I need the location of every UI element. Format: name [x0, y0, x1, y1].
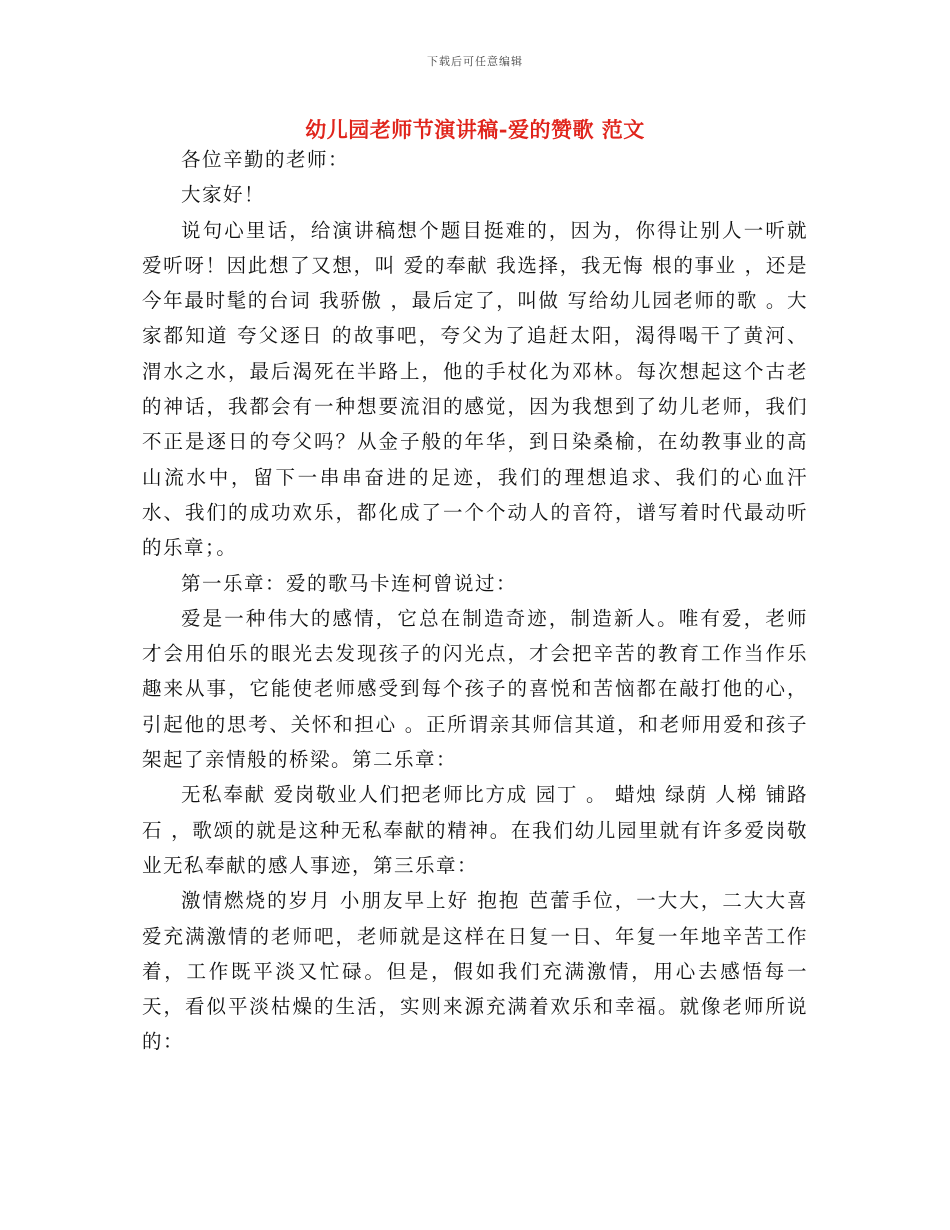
salutation: 各位辛勤的老师：: [181, 148, 350, 171]
paragraph-intro: 说句心里话，给演讲稿想个题目挺难的，因为，你得让别人一听就爱听呀！因此想了又想，叫 爱的奉献 我选择，我无悔 根的事业 ，还是今年最时髦的台词 我骄傲 ，最后定了，叫做 写给幼儿园老师的歌 。大家都知道 夸父逐日 的故事吧，夸父为了追赶太阳，渴得喝干了黄河、渭水之水，最后渴死在半路上，他的手杖化为邓林。每次想起这个古老的神话，我都会有一种想要流泪的感觉，因为我想到了幼儿老师，我们不正是逐日的夸父吗？从金子般的年华，到日染桑榆，在幼教事业的高山流水中，留下一串串奋进的足迹，我们的理想追求、我们的心血汗水、我们的成功欢乐，都化成了一个个动人的音符，谱写着时代最动听的乐章；。: [142, 218, 808, 560]
document-body: [142, 142, 808, 1060]
greeting: 大家好！: [181, 183, 266, 207]
paragraph-chapter-one: 爱是一种伟大的感情，它总在制造奇迹，制造新人。唯有爱，老师才会用伯乐的眼光去发现孩子的闪光点，才会把辛苦的教育工作当作乐趣来从事，它能使老师感受到每个孩子的喜悦和苦恼都在敲打他的心，引起他的思考、关怀和担心 。正所谓亲其师信其道，和老师用爱和孩子架起了亲情般的桥梁。第二乐章：: [142, 606, 808, 772]
document-title: 幼儿园老师节演讲稿-爱的赞歌 范文: [305, 117, 645, 142]
header-note: 下载后可任意编辑: [427, 55, 523, 68]
paragraph-chapter-one-heading: 第一乐章：爱的歌马卡连柯曾说过：: [181, 571, 518, 595]
paragraph-chapter-three: 激情燃烧的岁月 小朋友早上好 抱抱 芭蕾手位，一大大，二大大喜爱充满激情的老师吧，老师就是这样在日复一日、年复一年地辛苦工作着，工作既平淡又忙碌。但是，假如我们充满激情，用心去感悟每一天，看似平淡枯燥的生活，实则来源充满着欢乐和幸福。就像老师所说的：: [142, 889, 808, 1054]
paragraph-chapter-two: 无私奉献 爱岗敬业人们把老师比方成 园丁 。 蜡烛 绿荫 人梯 铺路石 ，歌颂的就是这种无私奉献的精神。在我们幼儿园里就有许多爱岗敬业无私奉献的感人事迹，第三乐章：: [142, 783, 808, 877]
